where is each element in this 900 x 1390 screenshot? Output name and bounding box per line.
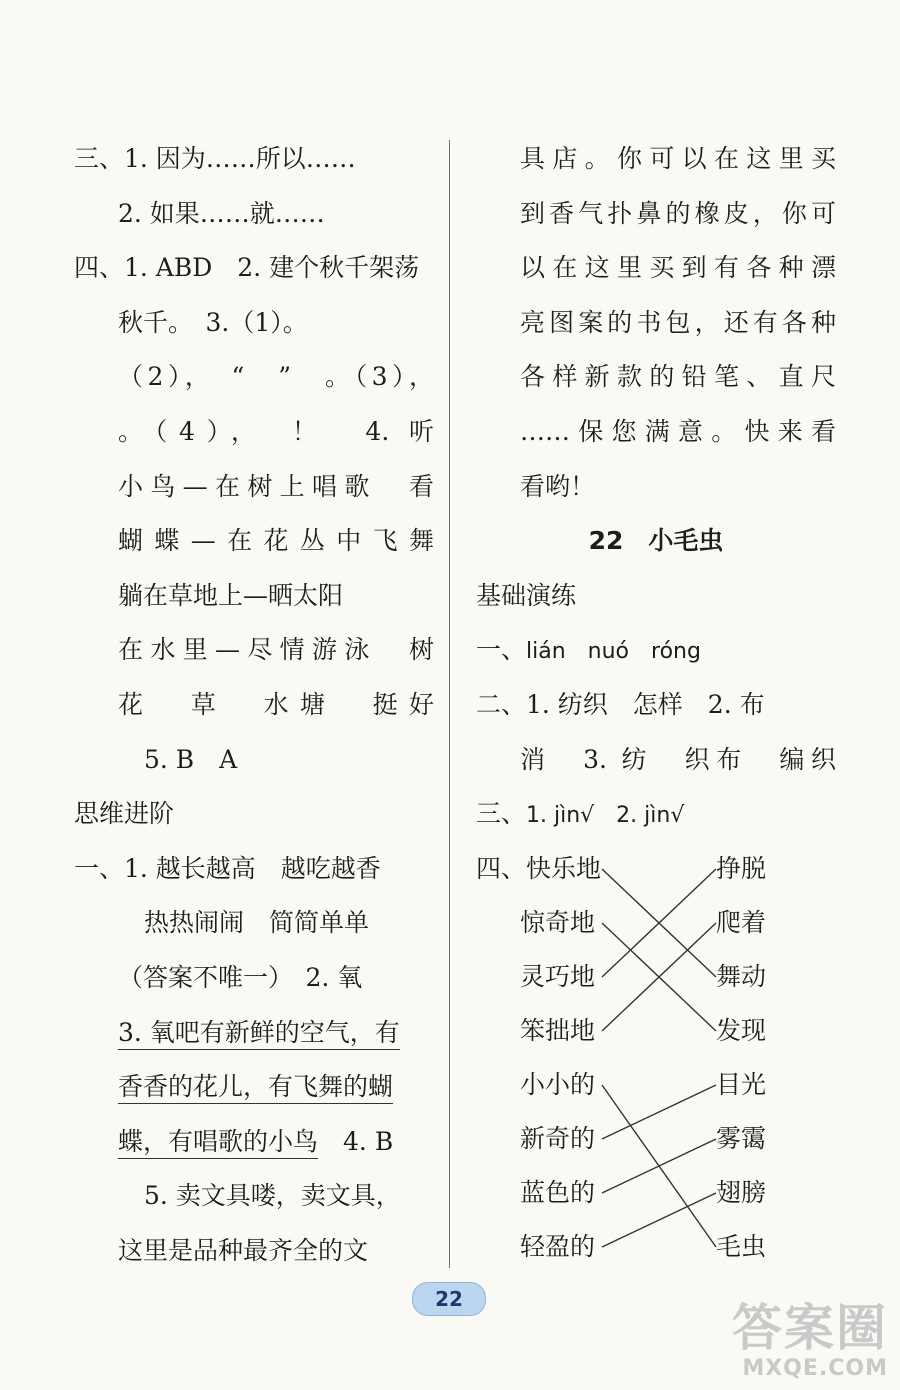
item-prefix: 三、: [476, 799, 527, 829]
answer-line: 各样新款的铅笔、直尺: [520, 362, 836, 392]
match-word: 小小的: [520, 1069, 596, 1099]
match-word: 新奇的: [520, 1123, 596, 1153]
match-left-word: [476, 950, 601, 1004]
match-word: 蓝色的: [520, 1177, 596, 1207]
match-right-word: 挣脱: [716, 853, 767, 883]
item-prefix: 一、: [476, 635, 527, 665]
right-column: [476, 132, 836, 1274]
match-left-word: [476, 1058, 601, 1112]
answer-line: 热热闹闹 简简单单: [144, 908, 370, 938]
answer-rest: 4. B: [318, 1126, 394, 1156]
match-link-line: [602, 1085, 716, 1139]
answer-line: [74, 1060, 434, 1115]
answer-line: 四、1. ABD 2. 建个秋千架荡: [74, 253, 420, 283]
answer-line: 具店。你可以在这里买: [520, 144, 836, 173]
answer-line: （2）， “ ” 。（3），: [118, 362, 434, 392]
right-items: [476, 623, 836, 841]
match-word: 惊奇地: [520, 907, 596, 937]
right-continuation: [476, 132, 836, 514]
match-left-word: [476, 842, 601, 896]
answer-line: 以在这里买到有各种漂: [520, 253, 836, 283]
underlined-answer: 蝶，有唱歌的小鸟: [118, 1127, 318, 1159]
match-right-word: 发现: [716, 1015, 767, 1045]
answer-line: 看哟！: [520, 471, 596, 501]
answer-line: 三、1. 因为……所以……: [74, 144, 356, 173]
answer-line: [74, 1006, 434, 1061]
answer-line: 消 3. 纺 织布 编织: [520, 744, 836, 774]
match-left-word: [476, 1112, 601, 1166]
match-word: 笨拙地: [520, 1015, 596, 1045]
lesson-title: 22 小毛虫: [588, 526, 724, 556]
answer-line: 这里是品种最齐全的文: [118, 1235, 369, 1265]
match-right-word: 目光: [716, 1069, 767, 1099]
matching-right-words: [716, 842, 766, 1274]
answer-line: 小鸟—在树上唱歌 看: [118, 471, 434, 501]
answer-line: （答案不唯一） 2. 氧: [118, 962, 363, 992]
answer-line: 思维进阶: [74, 799, 175, 829]
match-word: 快乐地: [526, 853, 602, 883]
match-left-word: [476, 1220, 601, 1274]
left-column: [74, 132, 434, 1278]
watermark-url: MXQE.COM: [742, 1356, 888, 1381]
match-left-word: [476, 1004, 601, 1058]
match-right-word: 雾霭: [716, 1123, 767, 1153]
answer-line: [74, 1115, 434, 1170]
pinyin-text: lián nuó róng: [526, 639, 701, 665]
pinyin-answer-line: [476, 787, 836, 842]
underlined-answer: 香香的花儿，有飞舞的蝴: [118, 1072, 393, 1104]
match-right-word: 翅膀: [716, 1177, 767, 1207]
match-right-word: 爬着: [716, 907, 767, 937]
watermark-logo: [708, 1300, 888, 1382]
match-left-word: [476, 1166, 601, 1220]
section-heading: 基础演练: [476, 580, 577, 610]
watermark-text: 答案圈: [732, 1299, 888, 1357]
answer-line: 2. 如果……就……: [118, 198, 325, 228]
item-prefix: 四、: [476, 853, 527, 883]
match-link-line: [602, 1193, 716, 1247]
match-left-word: [476, 896, 601, 950]
answer-line: 5. 卖文具喽，卖文具，: [144, 1181, 401, 1211]
answer-line: 花 草 水塘 挺好: [118, 689, 434, 719]
match-right-word: 毛虫: [716, 1231, 767, 1261]
answer-line: 到香气扑鼻的橡皮，你可: [520, 198, 836, 228]
answer-line: 亮图案的书包，还有各种: [520, 307, 836, 337]
pinyin-answer-line: [476, 623, 836, 678]
pinyin-text: 1. jìn√ 2. jìn√: [526, 803, 685, 829]
answer-line: 蝴蝶—在花丛中飞舞: [118, 526, 434, 556]
match-word: 灵巧地: [520, 961, 596, 991]
answer-line: 秋千。 3.（1）。: [118, 307, 308, 337]
match-right-word: 舞动: [716, 961, 767, 991]
match-word: 轻盈的: [520, 1231, 596, 1261]
answer-line: 在水里—尽情游泳 树: [118, 635, 434, 665]
answer-line: ……保您满意。快来看: [520, 416, 836, 446]
answer-line: 5. B A: [144, 744, 238, 774]
matching-exercise: [476, 842, 836, 1274]
matching-left-words: [476, 842, 601, 1274]
underlined-answer: 3. 氧吧有新鲜的空气，有: [118, 1018, 400, 1050]
answer-line: 一、1. 越长越高 越吃越香: [74, 853, 381, 883]
answer-line: 二、1. 纺织 怎样 2. 布: [476, 689, 765, 719]
column-divider: [449, 140, 450, 1268]
match-link-line: [602, 1139, 716, 1193]
answer-line: 。（4）， ！ 4. 听: [118, 416, 434, 446]
answer-line: 躺在草地上—晒太阳: [118, 580, 344, 610]
page-number: 22: [412, 1282, 486, 1316]
